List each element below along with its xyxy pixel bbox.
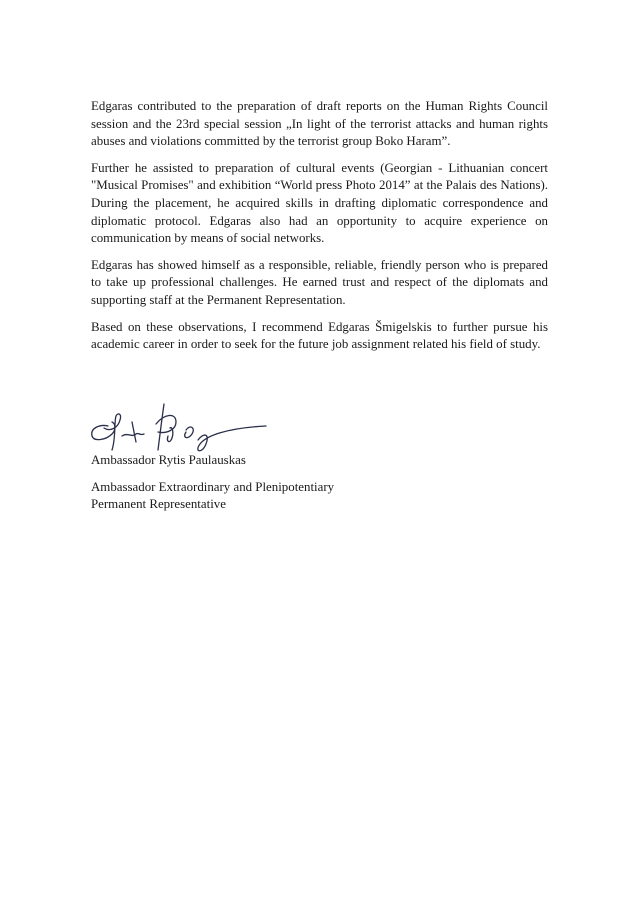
paragraph-contributions: Edgaras contributed to the preparation of draft reports on the Human Rights Council session and the 23rd special session „In light of the terrorist attacks and human rights abuses and violations committed by the terrorist group Boko Haram”.	[91, 99, 548, 149]
letter-body	[91, 98, 548, 363]
paragraph-recommendation: Based on these observations, I recommend Edgaras Šmigelskis to further pursue his academic career in order to seek for the future job assignment related his field of study.	[91, 319, 548, 352]
signatory-title-line1: Ambassador Extraordinary and Plenipotentiary	[91, 479, 335, 494]
signatory-title-line2: Permanent Representative	[91, 497, 226, 512]
paragraph-personal-qualities: Edgaras has showed himself as a responsible, reliable, friendly person who is prepared to take up professional challenges. He earned trust and respect of the diplomats and supporting staff at the Permanent Representation.	[91, 257, 548, 307]
signatory-name: Ambassador Rytis Paulauskas	[91, 453, 246, 467]
signature-block	[91, 452, 334, 514]
paragraph-cultural-events: Further he assisted to preparation of cultural events (Georgian - Lithuanian concert "Musical Promises" and exhibition “World press Photo 2014” at the Palais des Nations). During the placement, he acquired skills in drafting diplomatic correspondence and diplomatic protocol. Edgaras also had an opportunity to acquire experience on communication by means of social networks.	[91, 160, 548, 246]
